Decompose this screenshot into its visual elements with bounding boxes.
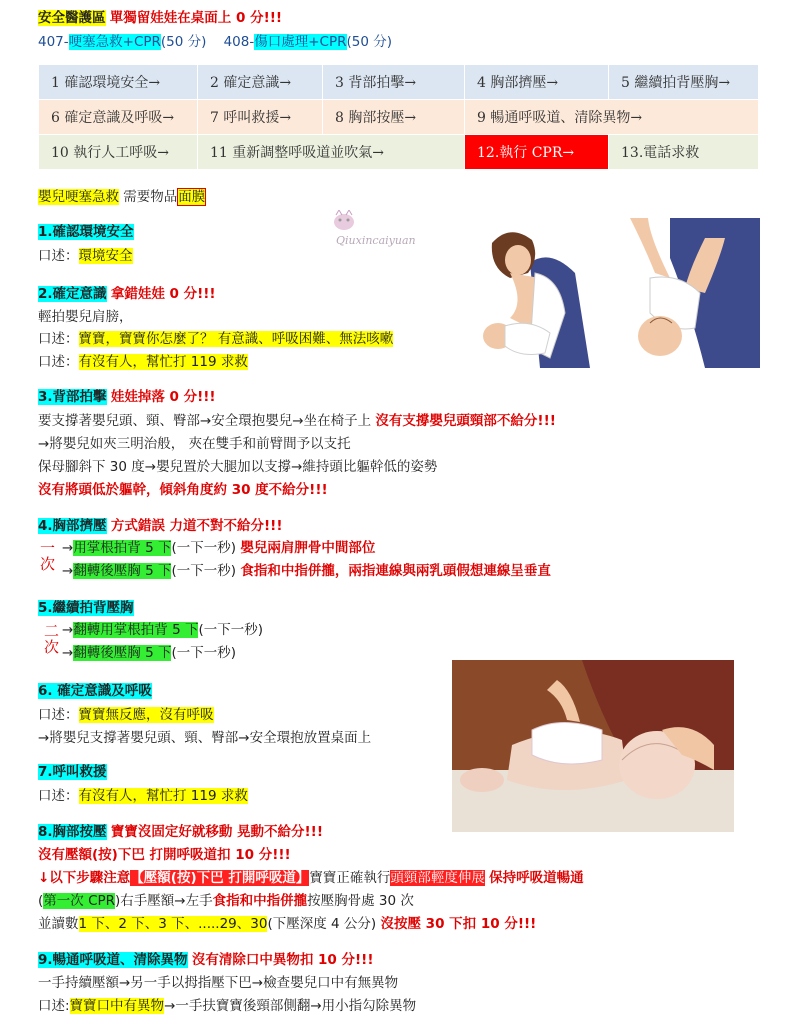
section-3-line-1: 要支撐著嬰兒頭、頸、臀部→安全環抱嬰兒→坐在椅子上 沒有支撐嬰兒頭頸部不給分!!! <box>38 413 556 429</box>
header-note: 單獨留娃娃在桌面上 0 分!!! <box>109 10 283 26</box>
step-cell: 2 確定意識→ <box>198 65 323 100</box>
step-cell: 13.電話求救 <box>609 135 759 170</box>
section-8-line-4: 並讀數1 下、2 下、3 下、.....29、30(下壓深度 4 公分) 沒按壓 30 下扣 10 分!!! <box>38 916 537 932</box>
section-6-oral: 口述：寶寶無反應，沒有呼吸 <box>38 707 214 723</box>
chest-thrust-illustration <box>610 218 760 368</box>
times-marker-1: 一 次 <box>40 539 56 573</box>
section-6-line: →將嬰兒支撐著嬰兒頭、頸、臀部→安全環抱放置桌面上 <box>38 730 372 746</box>
step-cell: 6 確定意識及呼吸→ <box>39 100 198 135</box>
step-cell: 3 背部拍擊→ <box>323 65 465 100</box>
back-blow-illustration <box>470 218 595 368</box>
step-cell: 10 執行人工呼吸→ <box>39 135 198 170</box>
section-4-title: 4.胸部擠壓 方式錯誤 力道不對不給分!!! <box>38 518 283 534</box>
section-4-action-2: →翻轉後壓胸 5 下(一下一秒) 食指和中指併攏，兩指連線與兩乳頭假想連線呈垂直 <box>62 563 551 579</box>
section-8-title: 8.胸部按壓 寶寶沒固定好就移動 晃動不給分!!! <box>38 824 323 840</box>
section-3-line-2: →將嬰兒如夾三明治般， 夾在雙手和前臂間予以支托 <box>38 436 351 452</box>
code-408: 傷口處理+CPR <box>254 34 347 50</box>
step-cell: 7 呼叫救援→ <box>198 100 323 135</box>
section-2-title: 2.確定意識 拿錯娃娃 0 分!!! <box>38 286 216 302</box>
section-7-oral: 口述：有沒有人，幫忙打 119 求救 <box>38 788 248 804</box>
section-8-line-2: ↓以下步驟注意【壓額(按)下巴 打開呼吸道】寶寶正確執行頭頸部輕度伸展 保持呼吸道暢通 <box>38 870 584 886</box>
exam-codes: 407-哽塞急救+CPR(50 分) 408-傷口處理+CPR(50 分) <box>38 34 393 50</box>
step-cell: 8 胸部按壓→ <box>323 100 465 135</box>
header-line <box>38 8 282 28</box>
section-9-line-2: 口述:寶寶口中有異物→一手扶寶寶後頸部側翻→用小指勾除異物 <box>38 998 417 1014</box>
watermark-logo <box>322 210 422 252</box>
section-5-action-2: →翻轉後壓胸 5 下(一下一秒) <box>62 645 237 661</box>
times-marker-2: 二 次 <box>44 622 60 656</box>
manikin-photo <box>452 660 734 832</box>
section-2-oral-2: 口述：有沒有人，幫忙打 119 求救 <box>38 354 248 370</box>
step-cell: 4 胸部擠壓→ <box>465 65 609 100</box>
intro-line: 嬰兒哽塞急救 需要物品面膜 <box>38 189 206 205</box>
section-3-title: 3.背部拍擊 娃娃掉落 0 分!!! <box>38 389 216 405</box>
section-8-line-1: 沒有壓額(按)下巴 打開呼吸道扣 10 分!!! <box>38 847 291 863</box>
section-3-line-4: 沒有將頭低於軀幹，傾斜角度約 30 度不給分!!! <box>38 482 328 498</box>
section-2-action: 輕拍嬰兒肩膀， <box>38 309 133 325</box>
section-5-action-1: →翻轉用掌根拍背 5 下(一下一秒) <box>62 622 264 638</box>
section-3-line-3: 保母腳斜下 30 度→嬰兒置於大腿加以支撐→維持頭比軀幹低的姿勢 <box>38 459 438 475</box>
section-4-action-1: →用掌根拍背 5 下(一下一秒) 嬰兒兩肩胛骨中間部位 <box>62 540 376 556</box>
step-cell: 9 暢通呼吸道、清除異物→ <box>465 100 759 135</box>
steps-row <box>39 65 759 100</box>
code-407: 哽塞急救+CPR <box>68 34 161 50</box>
section-5-title: 5.繼續拍背壓胸 <box>38 600 134 616</box>
section-9-line-1: 一手持續壓額→另一手以拇指壓下巴→檢查嬰兒口中有無異物 <box>38 975 399 991</box>
step-cell: 11 重新調整呼吸道並吹氣→ <box>198 135 465 170</box>
steps-table <box>38 64 759 170</box>
needed-item: 面膜 <box>178 189 206 205</box>
section-7-title: 7.呼叫救援 <box>38 764 107 780</box>
area-title: 安全醫護區 <box>38 10 106 26</box>
step-cell: 1 確認環境安全→ <box>39 65 198 100</box>
step-cell-cpr: 12.執行 CPR→ <box>465 135 609 170</box>
step-cell: 5 繼續拍背壓胸→ <box>609 65 759 100</box>
watermark-text: Qiuxincaiyuan <box>336 234 416 247</box>
steps-row <box>39 100 759 135</box>
section-2-oral-1: 口述：寶寶，寶寶你怎麼了？ 有意識、呼吸困難、無法咳嗽 <box>38 331 394 347</box>
section-1-oral: 口述：環境安全 <box>38 248 133 264</box>
section-6-title: 6. 確定意識及呼吸 <box>38 683 152 699</box>
section-9-title: 9.暢通呼吸道、清除異物 沒有清除口中異物扣 10 分!!! <box>38 952 374 968</box>
intro-title: 嬰兒哽塞急救 <box>38 189 119 205</box>
section-8-line-3: (第一次 CPR)右手壓額→左手食指和中指併攏按壓胸骨處 30 次 <box>38 893 414 909</box>
steps-row <box>39 135 759 170</box>
section-1-title: 1.確認環境安全 <box>38 224 134 240</box>
